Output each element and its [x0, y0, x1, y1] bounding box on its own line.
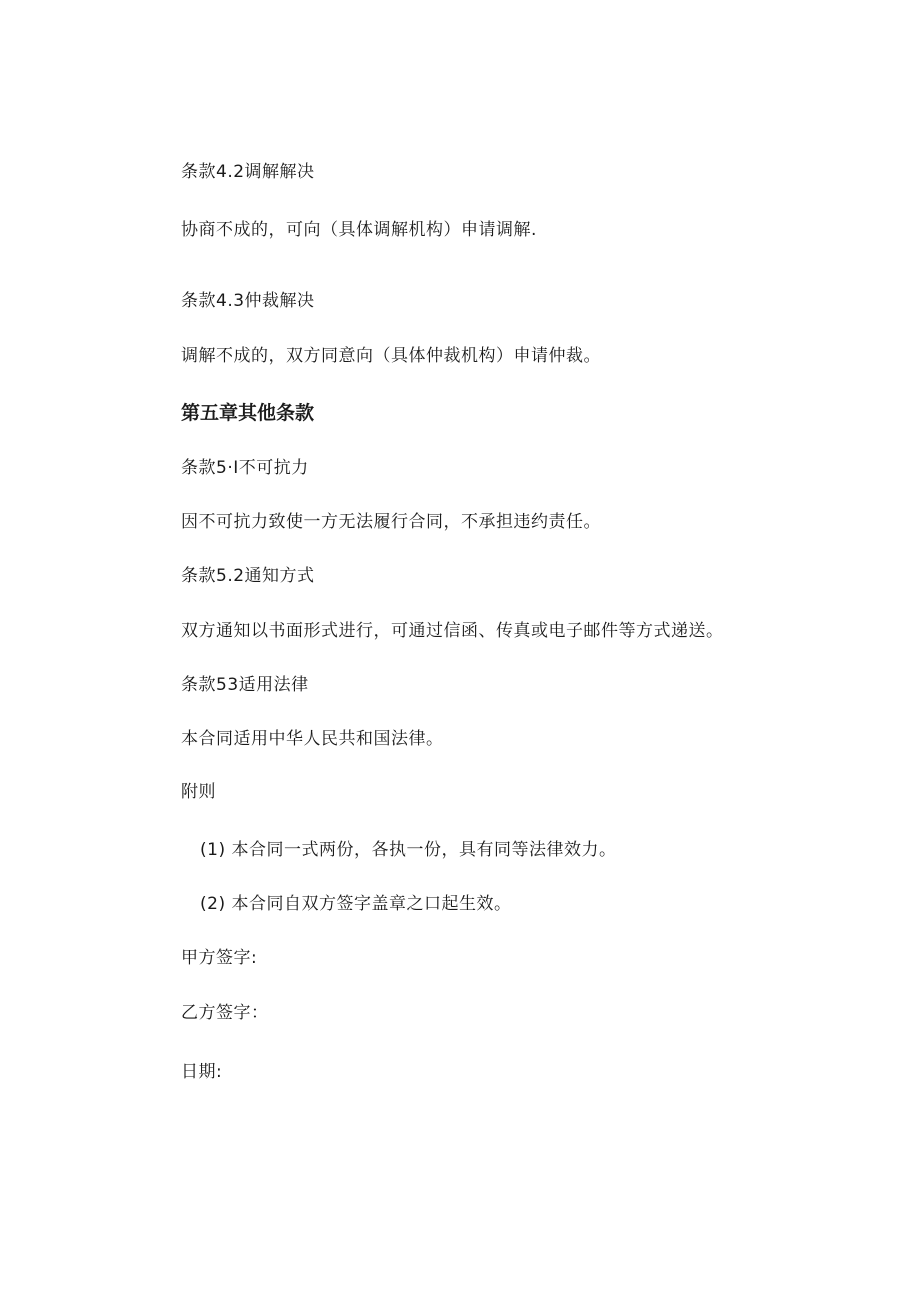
party-a-signature: 甲方签字:	[181, 948, 258, 968]
clause-5-2-title: 条款5.2通知方式	[181, 566, 315, 586]
clause-4-3-text: 调解不成的，双方同意向（具体仲裁机构）申请仲裁。	[181, 346, 601, 366]
clause-5-3-text: 本合同适用中华人民共和国法律。	[181, 729, 444, 749]
appendix-item-1: (1) 本合同一式两份，各执一份，具有同等法律效力。	[200, 840, 617, 860]
appendix-heading: 附则	[181, 782, 216, 802]
clause-5-2-text: 双方通知以书面形式进行，可通过信函、传真或电子邮件等方式递送。	[181, 621, 724, 641]
clause-5-1-title: 条款5·I不可抗力	[181, 458, 309, 478]
clause-4-3-title: 条款4.3仲裁解决	[181, 291, 315, 311]
appendix-item-2: (2) 本合同自双方签字盖章之口起生效。	[200, 894, 512, 914]
clause-5-1-text: 因不可抗力致使一方无法履行合同，不承担违约责任。	[181, 512, 601, 532]
clause-4-2-text: 协商不成的，可向（具体调解机构）申请调解.	[181, 220, 537, 240]
chapter-5-heading: 第五章其他条款	[181, 402, 315, 424]
clause-4-2-title: 条款4.2调解解决	[181, 162, 315, 182]
date-field: 日期:	[181, 1062, 223, 1082]
clause-5-3-title: 条款53适用法律	[181, 675, 309, 695]
party-b-signature: 乙方签字：	[181, 1003, 269, 1023]
